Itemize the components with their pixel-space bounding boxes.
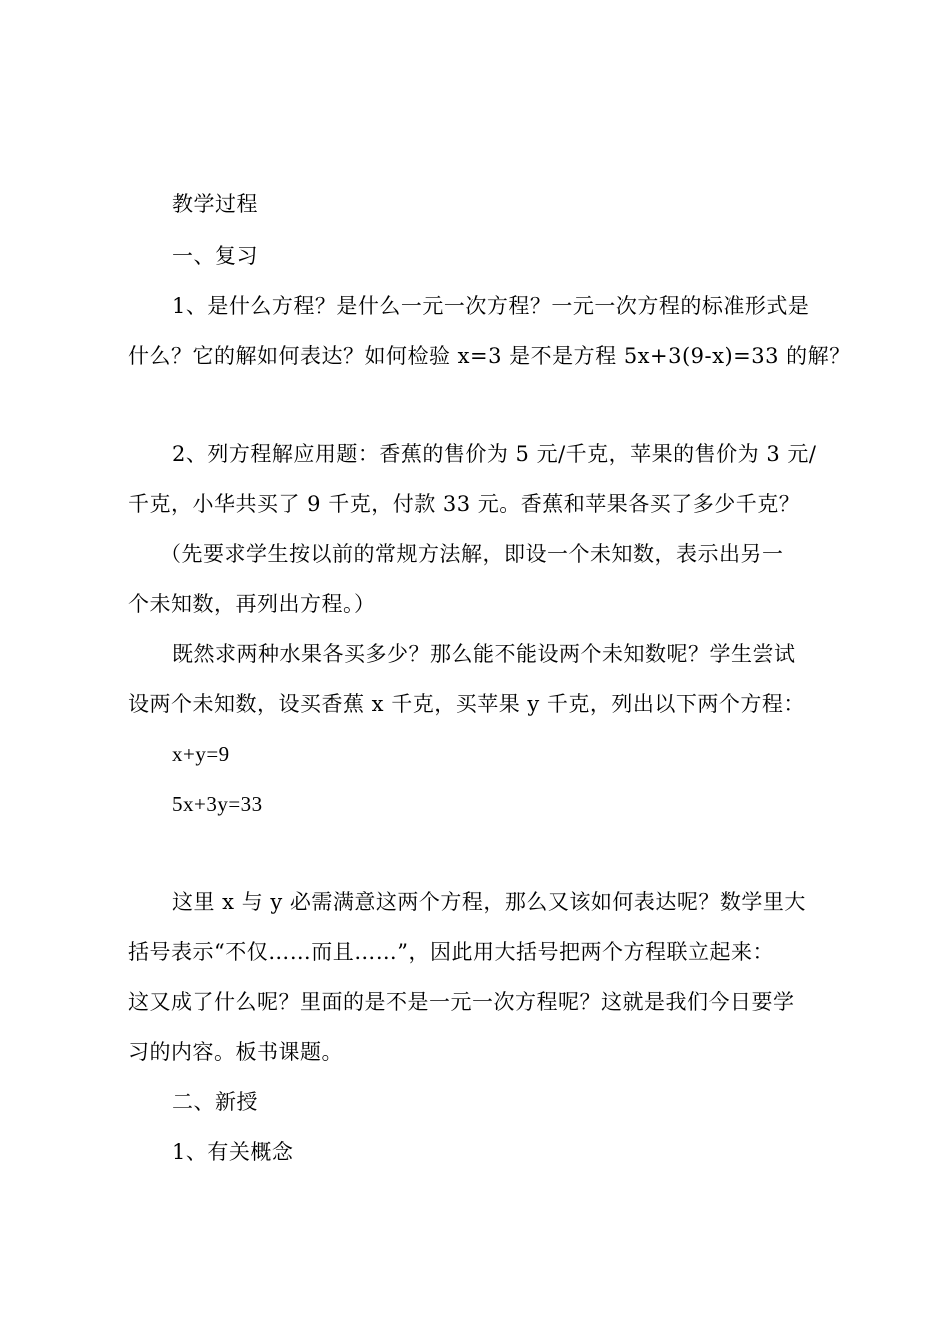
review-item-1-line-2: 什么？它的解如何表达？如何检验 x=3 是不是方程 5x+3(9-x)=33 的解？ <box>128 344 851 368</box>
teacher-note-line-1: （先要求学生按以前的常规方法解，即设一个未知数，表示出另一 <box>160 542 784 566</box>
teacher-note-line-2: 个未知数，再列出方程。） <box>128 592 376 616</box>
review-item-2-line-2: 千克，小华共买了 9 千克，付款 33 元。香蕉和苹果各买了多少千克？ <box>128 492 801 516</box>
section-1-title: 一、复习 <box>172 244 258 268</box>
paragraph-2-line-2: 括号表示“不仅……而且……”，因此用大括号把两个方程联立起来： <box>128 940 774 964</box>
equation-1: x+y=9 <box>172 742 230 766</box>
review-item-2-line-1: 2、列方程解应用题：香蕉的售价为 5 元/千克，苹果的售价为 3 元/ <box>172 442 817 466</box>
section-2-item-1: 1、有关概念 <box>172 1140 294 1164</box>
paragraph-1-line-2: 设两个未知数，设买香蕉 x 千克，买苹果 y 千克，列出以下两个方程： <box>128 692 805 716</box>
paragraph-2-line-1: 这里 x 与 y 必需满意这两个方程，那么又该如何表达呢？数学里大 <box>172 890 806 914</box>
document-heading: 教学过程 <box>172 192 258 216</box>
section-2-title: 二、新授 <box>172 1090 258 1114</box>
review-item-1-line-1: 1、是什么方程？是什么一元一次方程？一元一次方程的标准形式是 <box>172 294 810 318</box>
paragraph-1-line-1: 既然求两种水果各买多少？那么能不能设两个未知数呢？学生尝试 <box>172 642 796 666</box>
equation-2: 5x+3y=33 <box>172 792 263 816</box>
paragraph-2-line-3: 这又成了什么呢？里面的是不是一元一次方程呢？这就是我们今日要学 <box>128 990 795 1014</box>
paragraph-2-line-4: 习的内容。板书课题。 <box>128 1040 343 1064</box>
